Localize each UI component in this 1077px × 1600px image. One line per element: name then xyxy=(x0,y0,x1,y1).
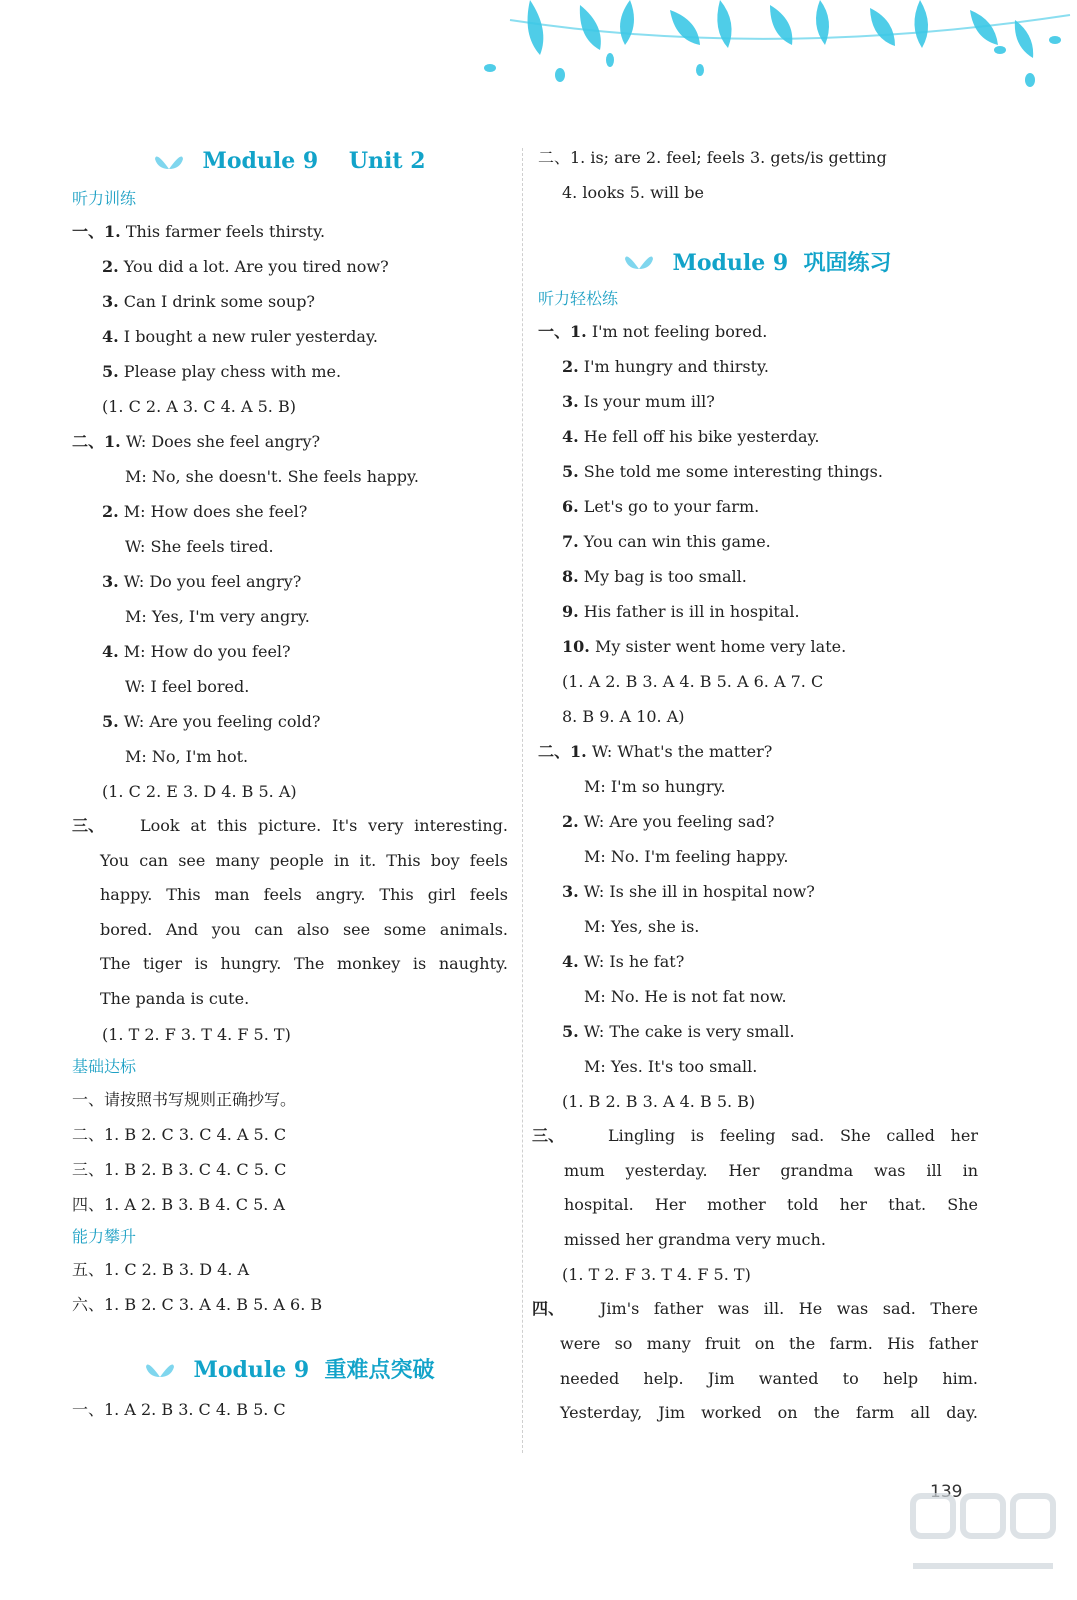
item-text: I'm not feeling bored. xyxy=(591,322,768,341)
list-item xyxy=(538,314,978,349)
item-number: 二、1. xyxy=(72,432,121,451)
item-number: 4. xyxy=(102,642,119,661)
item-text: W: Are you feeling cold? xyxy=(123,712,321,731)
section-label: 听力训练 xyxy=(72,189,137,208)
item-number: 一、1. xyxy=(538,322,587,341)
passage-line: You can see many people in it. This boy feels xyxy=(100,850,508,870)
item-number: 5. xyxy=(562,1022,579,1041)
list-item xyxy=(72,249,508,284)
list-item xyxy=(538,454,978,489)
item-text: Please play chess with me. xyxy=(123,362,342,381)
section-label: 基础达标 xyxy=(72,1056,137,1076)
list-item xyxy=(72,284,508,319)
passage-line: needed help. Jim wanted to help him. xyxy=(560,1368,978,1388)
list-item xyxy=(72,424,508,459)
list-item: M: No, she doesn't. She feels happy. xyxy=(125,467,420,486)
item-number: 9. xyxy=(562,602,579,621)
list-item: W: She feels tired. xyxy=(125,537,274,556)
answer-key: (1. A 2. B 3. A 4. B 5. A 6. A 7. C xyxy=(562,672,824,691)
module-heading xyxy=(538,242,978,280)
module-heading xyxy=(72,142,508,180)
item-number: 4. xyxy=(562,952,579,971)
passage-line: were so many fruit on the farm. His father xyxy=(560,1333,978,1353)
item-text: W: Is he fat? xyxy=(583,952,685,971)
list-item xyxy=(538,559,978,594)
column-divider xyxy=(522,148,523,1453)
list-item xyxy=(72,634,508,669)
list-item: M: No, I'm hot. xyxy=(125,747,249,766)
list-item xyxy=(538,489,978,524)
passage-line: Lingling is feeling sad. She called her xyxy=(608,1126,978,1145)
answer-key: (1. B 2. B 3. A 4. B 5. B) xyxy=(562,1092,756,1111)
item-text: You can win this game. xyxy=(583,532,771,551)
list-item xyxy=(72,319,508,354)
list-item xyxy=(538,944,978,979)
answer-key: (1. T 2. F 3. T 4. F 5. T) xyxy=(562,1265,751,1285)
answer-line: 4. looks 5. will be xyxy=(562,183,704,202)
item-text: W: Does she feel angry? xyxy=(125,432,321,451)
list-item: M: No. He is not fat now. xyxy=(584,987,787,1006)
passage-line: Yesterday, Jim worked on the farm all day. xyxy=(560,1403,978,1423)
list-item xyxy=(72,494,508,529)
answer-line: 四、1. A 2. B 3. B 4. C 5. A xyxy=(72,1194,285,1214)
answer-key: 8. B 9. A 10. A) xyxy=(562,707,685,726)
item-text: My bag is too small. xyxy=(583,567,747,586)
list-item: M: No. I'm feeling happy. xyxy=(584,847,789,866)
item-text: Can I drink some soup? xyxy=(123,292,316,311)
item-number: 四、 xyxy=(532,1299,565,1319)
passage-line: missed her grandma very much. xyxy=(564,1229,826,1249)
item-number: 二、1. xyxy=(538,742,587,761)
item-number: 5. xyxy=(562,462,579,481)
item-text: M: How does she feel? xyxy=(123,502,308,521)
answer-line: 一、请按照书写规则正确抄写。 xyxy=(72,1089,297,1109)
answer-key: (1. C 2. A 3. C 4. A 5. B) xyxy=(102,397,296,416)
list-item xyxy=(538,594,978,629)
item-text: W: Is she ill in hospital now? xyxy=(583,882,815,901)
item-text: Is your mum ill? xyxy=(583,392,715,411)
passage-line: mum yesterday. Her grandma was ill in xyxy=(564,1160,978,1180)
left-column xyxy=(72,140,508,1427)
list-item xyxy=(538,734,978,769)
butterfly-icon xyxy=(624,249,654,273)
item-number: 10. xyxy=(562,637,590,656)
module-title: Module 9 巩固练习 xyxy=(672,249,892,276)
list-item xyxy=(538,524,978,559)
item-text: She told me some interesting things. xyxy=(583,462,883,481)
answer-line: 三、1. B 2. B 3. C 4. C 5. C xyxy=(72,1159,287,1179)
list-item: M: Yes, I'm very angry. xyxy=(125,607,310,626)
list-item xyxy=(538,804,978,839)
list-item xyxy=(538,874,978,909)
item-text: I bought a new ruler yesterday. xyxy=(123,327,378,346)
watermark-logo xyxy=(905,1486,1065,1596)
item-text: His father is ill in hospital. xyxy=(583,602,800,621)
answer-line: 六、1. B 2. C 3. A 4. B 5. A 6. B xyxy=(72,1294,323,1314)
item-text: W: Are you feeling sad? xyxy=(583,812,775,831)
butterfly-icon xyxy=(145,1357,175,1381)
item-number: 4. xyxy=(562,427,579,446)
passage xyxy=(532,1292,978,1430)
item-text: He fell off his bike yesterday. xyxy=(583,427,820,446)
list-item xyxy=(72,704,508,739)
list-item: W: I feel bored. xyxy=(125,677,250,696)
passage-line: happy. This man feels angry. This girl feels xyxy=(100,885,508,905)
item-number: 三、 xyxy=(532,1126,565,1145)
list-item xyxy=(538,419,978,454)
item-number: 2. xyxy=(562,357,579,376)
item-text: W: The cake is very small. xyxy=(583,1022,795,1041)
item-text: W: Do you feel angry? xyxy=(123,572,302,591)
module-title: Module 9 重难点突破 xyxy=(193,1357,435,1384)
item-number: 6. xyxy=(562,497,579,516)
item-text: M: How do you feel? xyxy=(123,642,291,661)
answer-line: 五、1. C 2. B 3. D 4. A xyxy=(72,1259,250,1279)
list-item xyxy=(538,629,978,664)
list-item xyxy=(72,354,508,389)
list-item xyxy=(538,349,978,384)
section-label: 能力攀升 xyxy=(72,1226,137,1246)
passage-line: The panda is cute. xyxy=(100,988,250,1008)
item-number: 5. xyxy=(102,712,119,731)
passage-line: Jim's father was ill. He was sad. There xyxy=(600,1299,978,1319)
item-number: 2. xyxy=(562,812,579,831)
passage-line: hospital. Her mother told her that. She xyxy=(564,1195,978,1215)
item-number: 3. xyxy=(562,392,579,411)
item-number: 三、 xyxy=(72,816,105,835)
passage xyxy=(532,1119,978,1257)
list-item: M: Yes, she is. xyxy=(584,917,700,936)
item-number: 8. xyxy=(562,567,579,586)
item-number: 一、1. xyxy=(72,222,121,241)
item-number: 3. xyxy=(562,882,579,901)
list-item: M: I'm so hungry. xyxy=(584,777,726,796)
item-text: You did a lot. Are you tired now? xyxy=(123,257,389,276)
item-number: 3. xyxy=(102,292,119,311)
module-heading xyxy=(72,1350,508,1388)
page-number: 139 xyxy=(930,1482,963,1502)
item-text: Let's go to your farm. xyxy=(583,497,760,516)
list-item xyxy=(538,384,978,419)
list-item: M: Yes. It's too small. xyxy=(584,1057,758,1076)
item-number: 5. xyxy=(102,362,119,381)
list-item xyxy=(72,564,508,599)
item-number: 7. xyxy=(562,532,579,551)
item-number: 2. xyxy=(102,502,119,521)
passage-line: bored. And you can also see some animals. xyxy=(100,919,508,939)
answer-line: 二、1. is; are 2. feel; feels 3. gets/is getting xyxy=(538,148,887,167)
answer-line: 一、1. A 2. B 3. C 4. B 5. C xyxy=(72,1399,286,1419)
list-item xyxy=(538,1014,978,1049)
answer-key: (1. C 2. E 3. D 4. B 5. A) xyxy=(102,782,297,801)
section-label: 听力轻松练 xyxy=(538,289,619,308)
right-column xyxy=(532,140,978,1431)
butterfly-icon xyxy=(154,149,184,173)
item-text: This farmer feels thirsty. xyxy=(125,222,326,241)
passage-line: Look at this picture. It's very interesting. xyxy=(140,816,508,835)
answer-key: (1. T 2. F 3. T 4. F 5. T) xyxy=(102,1024,291,1044)
item-text: I'm hungry and thirsty. xyxy=(583,357,770,376)
item-number: 4. xyxy=(102,327,119,346)
item-number: 3. xyxy=(102,572,119,591)
item-text: My sister went home very late. xyxy=(594,637,847,656)
passage xyxy=(72,809,508,1017)
leaf-branch-decoration xyxy=(470,0,1077,110)
answer-line: 二、1. B 2. C 3. C 4. A 5. C xyxy=(72,1124,287,1144)
item-number: 2. xyxy=(102,257,119,276)
item-text: W: What's the matter? xyxy=(591,742,773,761)
list-item xyxy=(72,214,508,249)
passage-line: The tiger is hungry. The monkey is naughty. xyxy=(100,954,508,974)
module-title: Module 9 Unit 2 xyxy=(202,148,426,174)
